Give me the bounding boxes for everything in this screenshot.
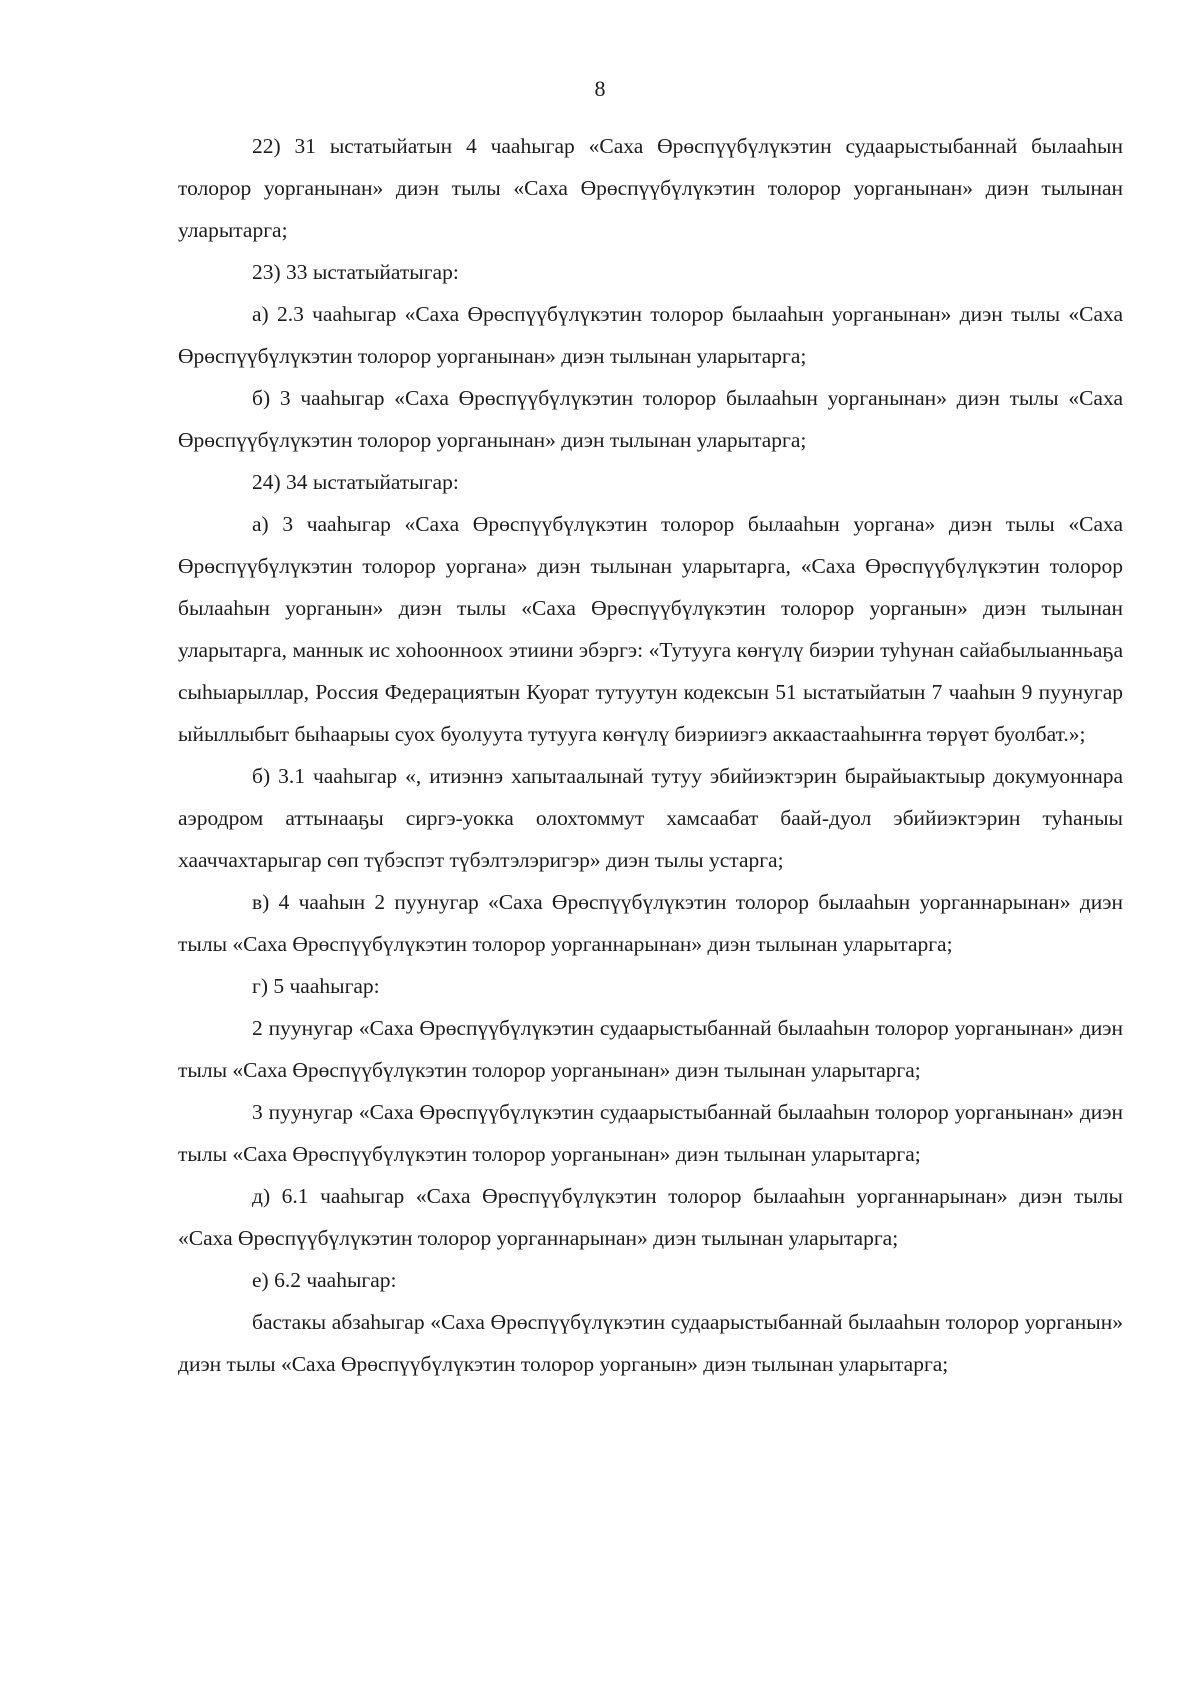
paragraph-item-24v: в) 4 чааһын 2 пуунугар «Саха Өрөспүүбүлүкэтин толорор былааһын уорганнарынан» диэн тылы «Саха Өрөспүүбүлүкэтин толорор уорганнарынан» диэн тылынан уларытарга; bbox=[178, 890, 1123, 956]
paragraph-item-24d: д) 6.1 чааһыгар «Саха Өрөспүүбүлүкэтин толорор былааһын уорганнарынан» диэн тылы «Саха Өрөспүүбүлүкэтин толорор уорганнарынан» диэн тылынан уларытарга; bbox=[178, 1184, 1123, 1250]
paragraph-item-24a: а) 3 чааһыгар «Саха Өрөспүүбүлүкэтин толорор былааһын уоргана» диэн тылы «Саха Өрөспүүбүлүкэтин толорор уоргана» диэн тылынан уларытарга, «Саха Өрөспүүбүлүкэтин толорор былааһын уорганын» диэн тылы «Саха Өрөспүүбүлүкэтин толорор уорганын» диэн тылынан уларытарга, маннык ис хоһоонноох этиини эбэргэ: «Тутууга көҥүлү биэрии туһунан сайабылыанньаҕа сыһыарыллар, Россия Федерациятын Куорат тутуутун кодексын 51 ыстатыйатын 7 чааһын 9 пуунугар ыйыллыбыт быһаарыы суох буолуута тутууга көҥүлү биэрииэгэ аккаастааһыҥҥа төрүөт буолбат.»; bbox=[178, 512, 1123, 746]
paragraph-subitem-2: 2 пуунугар «Саха Өрөспүүбүлүкэтин судаарыстыбаннай былааһын толорор уорганынан» диэн тылы «Саха Өрөспүүбүлүкэтин толорор уорганынан» диэн тылынан уларытарга; bbox=[178, 1016, 1123, 1082]
paragraph-item-24b: б) 3.1 чааһыгар «, итиэннэ хапытаалынай тутуу эбийиэктэрин бырайыактыыр докумуоннара аэродром аттынааҕы сиргэ-уокка олохтоммут хамсаабат баай-дуол эбийиэктэрин туһаныы хааччахтарыгар сөп түбэспэт түбэлтэлэригэр» диэн тылы устарга; bbox=[178, 764, 1123, 872]
paragraph-subitem-3: 3 пуунугар «Саха Өрөспүүбүлүкэтин судаарыстыбаннай былааһын толорор уорганынан» диэн тылы «Саха Өрөспүүбүлүкэтин толорор уорганынан» диэн тылынан уларытарга; bbox=[178, 1100, 1123, 1166]
paragraph-item-24g: г) 5 чааһыгар: bbox=[252, 974, 380, 998]
paragraph-item-24e: е) 6.2 чааһыгар: bbox=[252, 1268, 397, 1292]
paragraph-item-23b: б) 3 чааһыгар «Саха Өрөспүүбүлүкэтин толорор былааһын уорганынан» диэн тылы «Саха Өрөспүүбүлүкэтин толорор уорганынан» диэн тылынан уларытарга; bbox=[178, 386, 1123, 452]
paragraph-item-23a: а) 2.3 чааһыгар «Саха Өрөспүүбүлүкэтин толорор былааһын уорганынан» диэн тылы «Саха Өрөспүүбүлүкэтин толорор уорганынан» диэн тылынан уларытарга; bbox=[178, 302, 1123, 368]
document-body bbox=[178, 125, 1123, 1385]
paragraph-item-23: 23) 33 ыстатыйатыгар: bbox=[252, 260, 459, 284]
paragraph-first-abzats: бастакы абзаһыгар «Саха Өрөспүүбүлүкэтин судаарыстыбаннай былааһын толорор уорганын» диэн тылы «Саха Өрөспүүбүлүкэтин толорор уорганын» диэн тылынан уларытарга; bbox=[178, 1310, 1123, 1376]
page-number: 8 bbox=[594, 76, 606, 101]
paragraph-item-24: 24) 34 ыстатыйатыгар: bbox=[252, 470, 459, 494]
paragraph-item-22: 22) 31 ыстатыйатын 4 чааһыгар «Саха Өрөспүүбүлүкэтин судаарыстыбаннай былааһын толорор уорганынан» диэн тылы «Саха Өрөспүүбүлүкэтин толорор уорганынан» диэн тылынан уларытарга; bbox=[178, 134, 1123, 242]
